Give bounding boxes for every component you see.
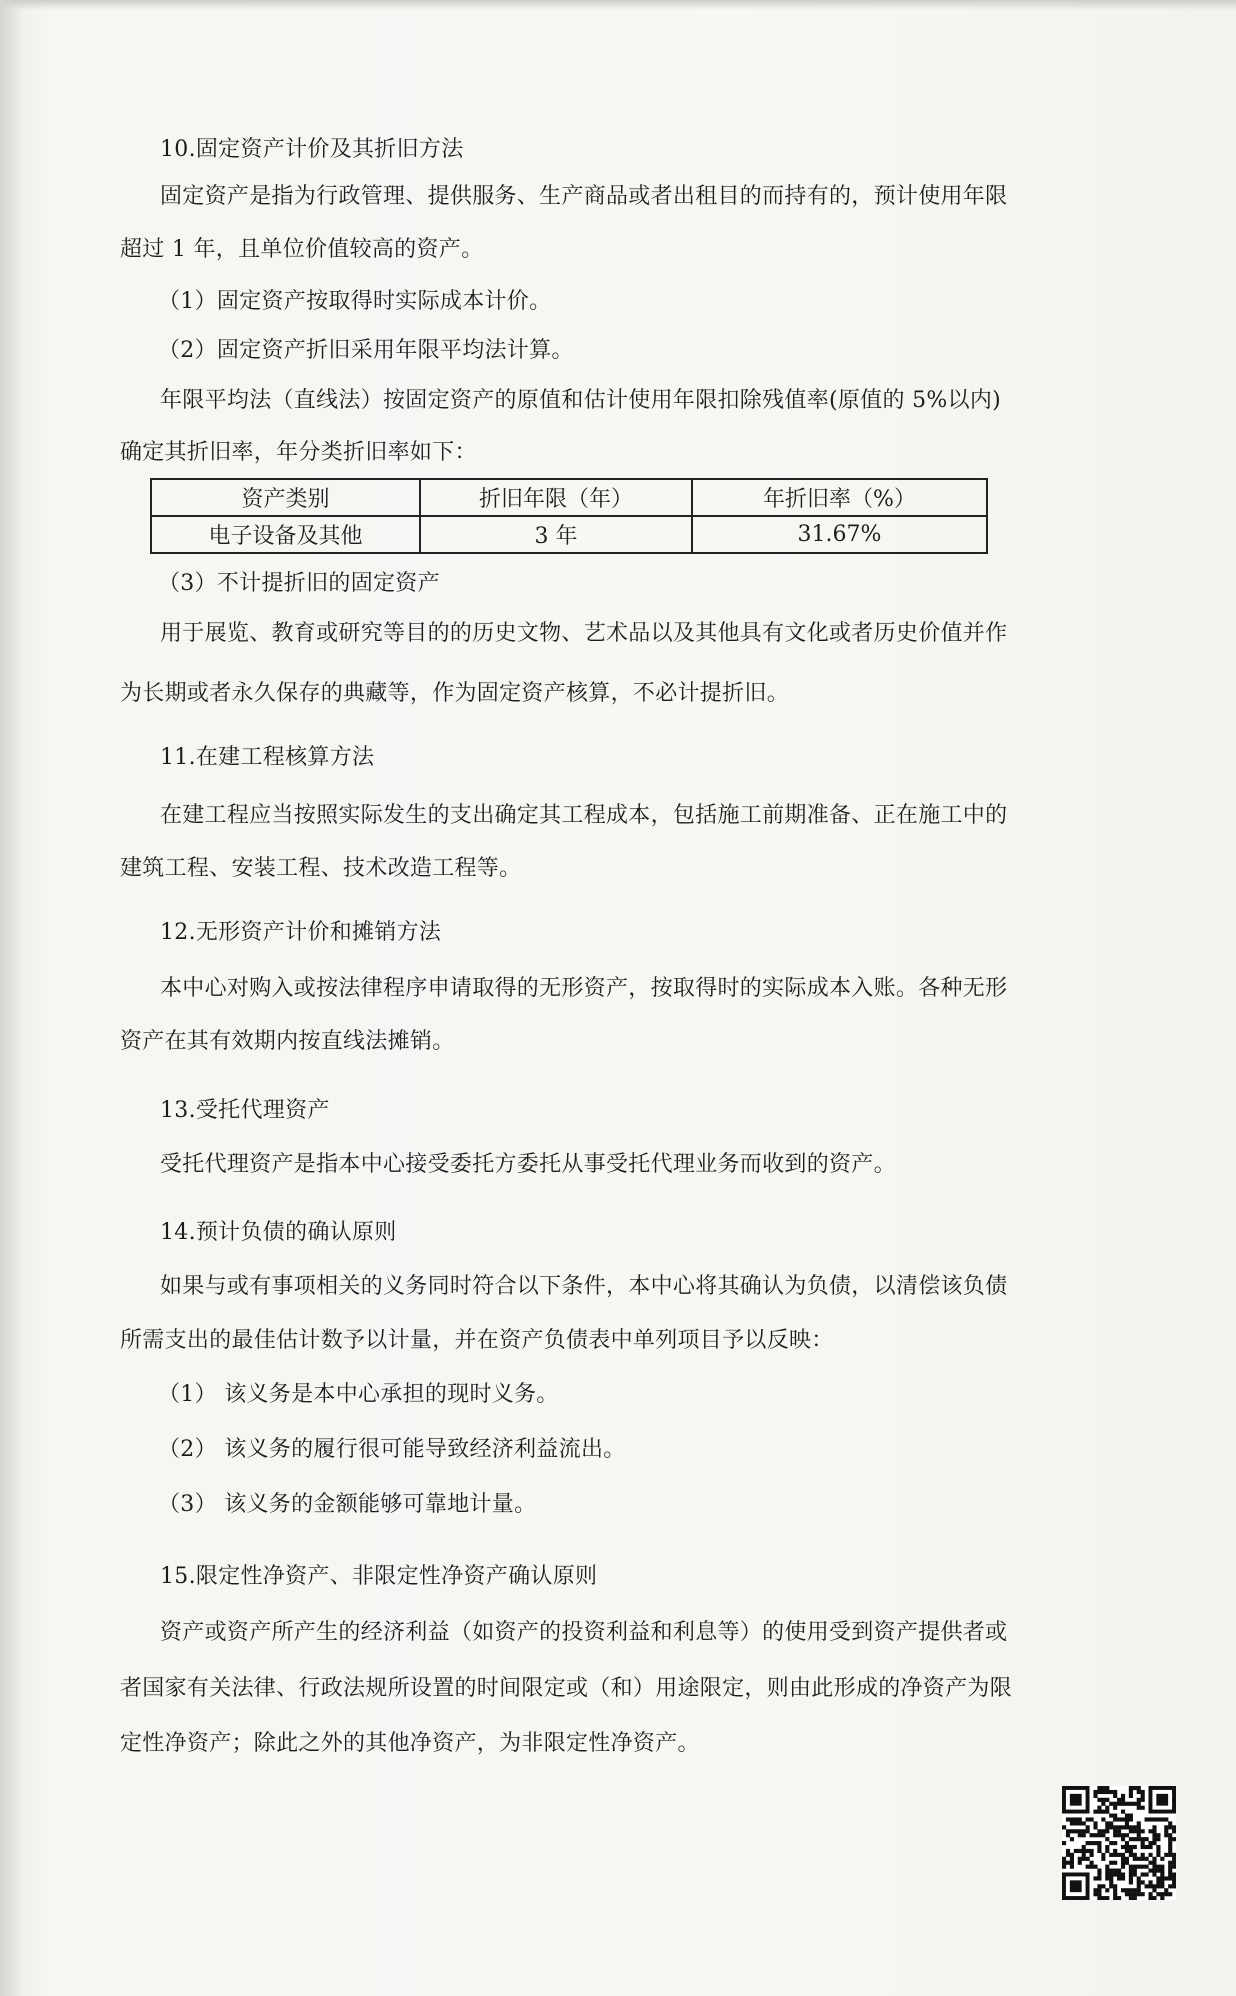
heading-section-13: 13.受托代理资产 — [160, 1098, 330, 1123]
table-row — [151, 516, 987, 553]
paragraph-line: 固定资产是指为行政管理、提供服务、生产商品或者出租目的而持有的，预计使用年限 — [160, 184, 1008, 209]
list-item: （3）不计提折旧的固定资产 — [158, 571, 440, 596]
paragraph-line: 超过 1 年，且单位价值较高的资产。 — [120, 237, 484, 262]
qr-code-graphic — [1062, 1786, 1176, 1900]
table-cell: 3 年 — [420, 516, 692, 553]
paragraph-line: 用于展览、教育或研究等目的的历史文物、艺术品以及其他具有文化或者历史价值并作 — [160, 621, 1008, 646]
paragraph-line: 资产在其有效期内按直线法摊销。 — [120, 1029, 455, 1054]
heading-section-12: 12.无形资产计价和摊销方法 — [160, 920, 442, 945]
table-header-cell: 年折旧率（%） — [692, 479, 987, 516]
heading-section-10: 10.固定资产计价及其折旧方法 — [160, 137, 464, 162]
paragraph-line: 所需支出的最佳估计数予以计量，并在资产负债表中单列项目予以反映： — [120, 1328, 834, 1353]
paragraph-line: 建筑工程、安装工程、技术改造工程等。 — [120, 856, 522, 881]
heading-section-15: 15.限定性净资产、非限定性净资产确认原则 — [160, 1564, 598, 1589]
list-item: （2）固定资产折旧采用年限平均法计算。 — [158, 338, 574, 363]
verification-qr-code-icon — [1062, 1786, 1176, 1900]
table-header-row — [151, 479, 987, 516]
paragraph-line: 在建工程应当按照实际发生的支出确定其工程成本，包括施工前期准备、正在施工中的 — [160, 803, 1008, 828]
table-header-cell: 资产类别 — [151, 479, 420, 516]
list-item: （1） 该义务是本中心承担的现时义务。 — [158, 1382, 559, 1407]
paragraph-line: 定性净资产；除此之外的其他净资产，为非限定性净资产。 — [120, 1731, 700, 1756]
paragraph-line: 本中心对购入或按法律程序申请取得的无形资产，按取得时的实际成本入账。各种无形 — [160, 976, 1008, 1001]
depreciation-rate-table — [150, 478, 988, 554]
list-item: （2） 该义务的履行很可能导致经济利益流出。 — [158, 1437, 626, 1462]
paragraph-line: 确定其折旧率，年分类折旧率如下： — [120, 440, 477, 465]
paragraph-line: 如果与或有事项相关的义务同时符合以下条件，本中心将其确认为负债，以清偿该负债 — [160, 1274, 1008, 1299]
list-item: （3） 该义务的金额能够可靠地计量。 — [158, 1492, 537, 1517]
list-item: （1）固定资产按取得时实际成本计价。 — [158, 289, 552, 314]
table-cell: 31.67% — [692, 516, 987, 553]
table-cell: 电子设备及其他 — [151, 516, 420, 553]
heading-section-14: 14.预计负债的确认原则 — [160, 1220, 397, 1245]
paragraph-line: 为长期或者永久保存的典藏等，作为固定资产核算，不必计提折旧。 — [120, 681, 790, 706]
paragraph-line: 者国家有关法律、行政法规所设置的时间限定或（和）用途限定，则由此形成的净资产为限 — [120, 1676, 1013, 1701]
paragraph-line: 受托代理资产是指本中心接受委托方委托从事受托代理业务而收到的资产。 — [160, 1152, 896, 1177]
heading-section-11: 11.在建工程核算方法 — [160, 745, 375, 770]
paragraph-line: 资产或资产所产生的经济利益（如资产的投资利益和利息等）的使用受到资产提供者或 — [160, 1620, 1008, 1645]
paragraph-line: 年限平均法（直线法）按固定资产的原值和估计使用年限扣除残值率(原值的 5%以内) — [160, 388, 1002, 413]
table-header-cell: 折旧年限（年） — [420, 479, 692, 516]
